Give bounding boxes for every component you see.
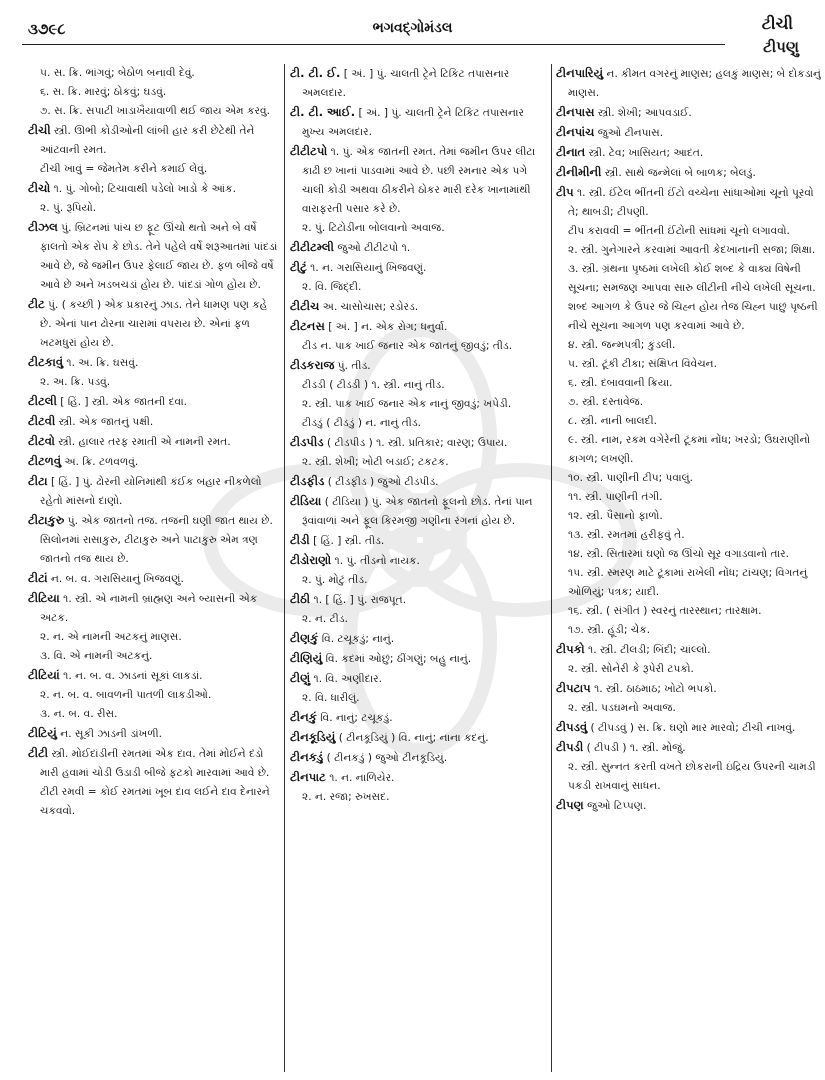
definition-text: ૨. ન. ટીડ.	[302, 613, 348, 625]
definition-text: ૨. પું. ટિટોડીના બોલવાનો અવાજ.	[302, 222, 445, 234]
dictionary-entry	[290, 551, 548, 571]
definition-text: ૧૦. સ્ત્રી. પાણીની ટીપ; પવાલું.	[568, 472, 693, 484]
dictionary-entry	[28, 353, 280, 373]
dictionary-entry	[28, 724, 280, 744]
definition-text: ૨. ન. રજા; રુખસદ.	[302, 791, 390, 803]
definition-text: ૧. સ્ત્રી. ઈંટેલ ભીંતની ઈંટો વચ્ચેના સાંધાઓમાં ચૂનો પૂરવો તે; થાબડી; ટીપણી.	[568, 187, 814, 218]
dictionary-entry	[290, 629, 548, 649]
dictionary-entry	[290, 472, 548, 492]
definition-text: ( ટીપડવું ) સ. ક્રિ. ઘણો માર મારવો; ટીચી નાખવું.	[587, 722, 796, 734]
header-rule	[22, 44, 725, 45]
entry-sense	[28, 783, 280, 821]
dictionary-entry	[290, 492, 548, 531]
dictionary-entry	[28, 744, 280, 783]
definition-text: [ હિં. ] સ્ત્રી. એક જાતની દવા.	[56, 396, 188, 408]
definition-text: ૧૩. સ્ત્રી. રમતમાં હરીફવું તે.	[568, 529, 685, 541]
headword: ટીડકરાજ	[290, 358, 335, 372]
definition-text: ન. કીમત વગરનું માણસ; હલકું માણસ; બે દોકડાનું માણસ.	[568, 68, 821, 99]
entry-sense	[28, 102, 280, 121]
definition-text: ૧. ન. નાળિયેર.	[325, 772, 395, 784]
definition-text: સ્ત્રી. એક જાતનું પક્ષી.	[55, 416, 154, 428]
headword: ટીપકો	[556, 642, 585, 656]
headword: ટીપડવું	[556, 720, 588, 734]
entry-sense	[290, 689, 548, 708]
definition-text: ૨. સ્ત્રી. સોનેરી કે રૂપેરી ટપકો.	[568, 663, 694, 675]
dictionary-entry	[290, 317, 548, 337]
definition-text: સ્ત્રી. હાલાર તરફ રમાતી એ નામની રમત.	[54, 436, 231, 448]
column-divider-2	[551, 64, 552, 1072]
dictionary-entry	[556, 738, 821, 758]
definition-text: ૧. પું. એક જાતની રમત. તેમાં જમીન ઉપર લીટા કાઢી છ ખાનાં પાડવામાં આવે છે. પછી રમનાર એક પગે ચાલી કોડી અથવા ઠીકરીને ઠોકર મારી દરેક ખાનામાંથી વારાફરતી પસાર કરે છે.	[302, 146, 536, 215]
definition-text: અ. ક્રિ. ટળવળવું.	[61, 456, 139, 468]
definition-text: જુઓ ટીટીટપો ૧.	[333, 242, 411, 254]
definition-text: ૨. સ્ત્રી. શેખી; ખોટી બડાઈ; ટકટક.	[302, 456, 449, 468]
entry-sense	[556, 374, 821, 393]
headword: ટીટિયાં	[28, 668, 60, 682]
headword: ટીડોરાણો	[290, 553, 332, 567]
entry-sense	[290, 376, 548, 395]
definition-text: સ્ત્રી. સાથે જન્મેલાં બે બાળક; બેલડું.	[601, 167, 756, 179]
dictionary-entry	[290, 708, 548, 728]
dictionary-entry	[556, 796, 821, 816]
headword: ટીનપારિયું	[556, 66, 604, 80]
definition-text: વિ. કદમાં ઓછું; ઠીંગણું; બહુ નાનું.	[322, 653, 472, 665]
definition-text: ૮. સ્ત્રી. નાની બાલદી.	[568, 415, 657, 427]
headword: ટીણું	[290, 671, 311, 685]
dictionary-entry	[290, 64, 548, 103]
entry-sense	[28, 83, 280, 102]
dictionary-entry	[28, 432, 280, 452]
definition-text: ૨. સ્ત્રી. પાક ખાઈ જનાર એક નાનું જીવડું; ખપેડી.	[302, 398, 512, 410]
page-number: ૩૭૯૮	[28, 20, 66, 38]
definition-text: ૫. સ. ક્રિ. ભાંગવું; બેઠોળ બનાવી દેવું.	[40, 67, 195, 79]
headword: ટીણકું	[290, 631, 319, 645]
dictionary-entry	[28, 121, 280, 160]
entry-sense	[556, 222, 821, 241]
entry-sense	[556, 621, 821, 640]
definition-text: ૨. સ્ત્રી. સુન્નત કરતી વખતે છોકરાની ઇંદ્રિય ઉપરની ચામડી પકડી રાખવાનું સાધન.	[568, 761, 816, 792]
headword: ટીટિયું	[28, 726, 57, 740]
definition-text: ૧૫. સ્ત્રી. સ્મરણ માટે ટૂંકામાં રાખેલી નોંધ; ટાંચણ; વિગતનું ઓળિયું; પત્રક; યાદી.	[568, 567, 808, 598]
headword: ટીડી	[290, 533, 310, 547]
entry-sense	[556, 355, 821, 374]
entry-sense	[556, 699, 821, 718]
definition-text: ૧૪. સ્ત્રી. સિતારમાં ઘણો જ ઊંચો સૂર વગાડવાનો તાર.	[568, 548, 789, 560]
entry-sense	[28, 64, 280, 83]
dictionary-entry	[556, 143, 821, 163]
headword: ટીટું	[290, 260, 307, 274]
definition-text: પું. બ્રિટનમાં પાંચ છ ફૂટ ઊંચો થતો અને બે વર્ષે ફાલતો એક રોપ કે છોડ. તેને પહેલે વર્ષે શરૂઆતમાં પાંદડાં આવે છે, જે જમીન ઉપર ફેલાઈ જાય છે. ફળ બીજે વર્ષે આવે છે અને ખડબચડાં હોય છે. પાંદડાં ગોળ હોય છે.	[40, 222, 278, 291]
dictionary-entry	[556, 163, 821, 183]
definition-text: ( ટીનકૂડિયું ) વિ. નાનું; નાના કદનું.	[335, 732, 489, 744]
definition-text: સ્ત્રી. મોઈદાંડીની રમતમાં એક દાવ. તેમાં મોઈને દંડો મારી હવામાં ચોડી ઉડાડી બીજે ફટકો મારવામાં આવે છે.	[40, 748, 270, 779]
definition-text: ટીચી ખાવું = જેમતેમ કરીને કમાઈ લેવું.	[40, 163, 208, 175]
dictionary-column-2	[290, 64, 548, 1074]
entry-sense	[28, 373, 280, 392]
definition-text: [ અં. ] પું. ચાલતી ટ્રેને ટિકિટ તપાસનાર મુખ્ય અમલદાર.	[302, 107, 524, 138]
definition-text: ૧૬. સ્ત્રી. ( સંગીત ) સ્વરનું તારસ્થાન; તારક્ષામ.	[568, 605, 762, 617]
definition-text: ૯. સ્ત્રી. નામ, રકમ વગેરેની ટૂંકમાં નોંધ; ખરડો; ઉઘરાણીનો કાગળ; લખણી.	[568, 434, 811, 465]
definition-text: ૭. સ. ક્રિ. સપાટી ખાડાખૈયાવાળી થઈ જાય એમ કરવું.	[40, 105, 270, 117]
headword: ટીનકડું	[290, 750, 324, 764]
entry-sense	[556, 564, 821, 602]
dictionary-entry	[28, 392, 280, 412]
definition-text: ૨. ન. એ નામની અટકનું માણસ.	[40, 631, 182, 643]
entry-sense	[290, 219, 548, 238]
definition-text: સ્ત્રી. ટેવ; ખાસિયત; આદત.	[585, 147, 704, 159]
headword: ટીટ	[28, 297, 45, 311]
definition-text: [ હિં. ] પું. ઢોરની યોનિમાંથી કંઈક બહાર નીકળેલો રહેતો માંસનો દાણો.	[40, 476, 262, 507]
definition-text: ટીડડી ( ટીડડી ) ૧. સ્ત્રી. નાનું તીડ.	[302, 379, 445, 391]
dictionary-entry	[28, 452, 280, 472]
dictionary-entry	[28, 511, 280, 569]
dictionary-entry	[28, 589, 280, 628]
entry-sense	[556, 431, 821, 469]
definition-text: ૧. ન. ગરાસિયાનું ખિજવણું.	[306, 262, 427, 274]
dictionary-column-1	[28, 64, 280, 1074]
book-title: ભગવદ્ગોમંડલ	[372, 20, 453, 36]
definition-text: ૧૧. સ્ત્રી. પાણીની તંગી.	[568, 491, 663, 503]
definition-text: ૧. ન. બ. વ. ઝાડનાં સૂકાં લાકડાં.	[59, 670, 203, 682]
definition-text: ૧. સ્ત્રી. ટીલડી; બિંદી; ચાંલ્લો.	[584, 644, 711, 656]
definition-text: સ્ત્રી. શેખી; આપવડાઈ.	[594, 107, 692, 119]
definition-text: ન. સૂકી ઝાડની ડાંખળી.	[56, 728, 162, 740]
headword: ટીટવી	[28, 414, 56, 428]
entry-sense	[290, 571, 548, 590]
entry-sense	[556, 507, 821, 526]
dictionary-entry	[290, 356, 548, 376]
headword: ટીનકૂડિયું	[290, 730, 336, 744]
headword: ટીનપાટ	[290, 770, 326, 784]
headword: ટીટિયા	[28, 591, 60, 605]
definition-text: ૫. સ્ત્રી. ટૂંકી ટીકા; સંક્ષિપ્ત વિવેચન.	[568, 358, 717, 370]
definition-text: ૨. પું. રૂપિયો.	[40, 202, 97, 214]
definition-text: પું. તીડ.	[334, 360, 371, 372]
dictionary-entry	[28, 666, 280, 686]
headword: ટીનાત	[556, 145, 586, 159]
dictionary-entry	[28, 179, 280, 199]
dictionary-entry	[556, 679, 821, 699]
definition-text: ૧. અ. ક્રિ. ઘસવું.	[63, 357, 139, 369]
definition-text: ૧૨. સ્ત્રી. પૈસાનો ફાળો.	[568, 510, 663, 522]
definition-text: ૨. અ. ક્રિ. પડવું.	[40, 376, 111, 388]
definition-text: ( ટીપડી ) ૧. સ્ત્રી. મોજું.	[583, 742, 686, 754]
headword: ટીટળવું	[28, 454, 62, 468]
headword: ટીટાકુરુ	[28, 513, 65, 527]
entry-sense	[28, 647, 280, 666]
definition-text: ૨. વિ. જિદ્દી.	[302, 281, 362, 293]
definition-text: ટીડડું ( ટીડડું ) ન. નાનું તીડ.	[302, 417, 422, 429]
definition-text: અ. ચાસોચાસ; રડોરડ.	[319, 301, 419, 313]
entry-sense	[556, 241, 821, 260]
entry-sense	[556, 412, 821, 431]
dictionary-entry	[290, 649, 548, 669]
dictionary-entry	[556, 183, 821, 222]
definition-text: ટીપ કરાવવી = ભીંતની ઈંટોની સાંધમાં ચૂનો લગાવવો.	[568, 225, 790, 237]
definition-text: જુઓ ટિપ્પણ.	[583, 800, 647, 812]
entry-sense	[556, 260, 821, 336]
definition-text: ( ટીનકડું ) જુઓ ટીનકૂડિયું.	[323, 752, 448, 764]
entry-sense	[290, 337, 548, 356]
entry-sense	[556, 469, 821, 488]
dictionary-entry	[290, 728, 548, 748]
dictionary-entry	[290, 768, 548, 788]
entry-sense	[290, 610, 548, 629]
entry-sense	[28, 199, 280, 218]
guide-word-first: ટીચી	[761, 14, 793, 33]
entry-sense	[556, 393, 821, 412]
headword: ટીટા	[28, 474, 48, 488]
entry-sense	[556, 602, 821, 621]
entry-sense	[556, 488, 821, 507]
definition-text: ૧. [ હિં. ] પું. રાજપૂત.	[310, 594, 407, 606]
entry-sense	[556, 545, 821, 564]
definition-text: ૨. વિ. ધારીલું.	[302, 692, 360, 704]
definition-text: વિ. ટચૂકડું; નાનું.	[318, 633, 395, 645]
headword: ટીટીટમ્લી	[290, 240, 334, 254]
dictionary-entry	[290, 238, 548, 258]
dictionary-entry	[28, 412, 280, 432]
definition-text: ૬. સ્ત્રી. દબાવવાની ક્રિયા.	[568, 377, 673, 389]
headword: ટીટલી	[28, 394, 57, 408]
entry-sense	[290, 414, 548, 433]
dictionary-entry	[556, 103, 821, 123]
definition-text: ૧. પું. ગોબો; ટિચાવાથી પડેલો ખાડો કે આંક.	[50, 183, 236, 195]
headword: ટીચો	[28, 181, 51, 195]
headword: ટીડફીડ	[290, 474, 325, 488]
headword: ટીટકાવું	[28, 355, 64, 369]
dictionary-entry	[290, 590, 548, 610]
definition-text: ૧. સ્ત્રી. ઠાઠમાઠ; ખોટો ભપકો.	[590, 683, 717, 695]
headword: ટીટીટપો	[290, 144, 328, 158]
entry-sense	[28, 705, 280, 724]
definition-text: ૧. પું. તીડનો નાયક.	[331, 555, 420, 567]
headword: ટીડપીડ	[290, 435, 324, 449]
headword: ટીટનસ	[290, 319, 325, 333]
definition-text: પું. એક જાતનો તજ. તજની ઘણી જાત થાય છે. સિલોનમાં રાસાકુરુ, ટીટાકુરુ અને પાટાકુરુ એમ ત્રણ જાતનો તજ થાય છે.	[40, 515, 273, 565]
headword: ટીપડી	[556, 740, 584, 754]
headword: ટીડિયા	[290, 494, 322, 508]
definition-text: ૪. સ્ત્રી. જન્મપત્રી; કુંડલી.	[568, 339, 676, 351]
entry-sense	[28, 686, 280, 705]
dictionary-entry	[290, 433, 548, 453]
headword: ટી. ટી. ઈ.	[290, 66, 341, 80]
headword: ટીટવો	[28, 434, 55, 448]
definition-text: ટીડ ન. પાક ખાઈ જનાર એક જાતનું જીવડું; તીડ.	[302, 340, 513, 352]
definition-text: વિ. નાનું; ટચૂકડું.	[316, 712, 393, 724]
definition-text: ૨. ન. બ. વ. બાવળની પાતળી લાકડીઓ.	[40, 689, 212, 701]
definition-text: ૧૭. સ્ત્રી. હૂંડી; ચેક.	[568, 624, 651, 636]
entry-sense	[290, 788, 548, 807]
entry-sense	[556, 758, 821, 796]
headword: ટીનીમીની	[556, 165, 602, 179]
dictionary-entry	[290, 297, 548, 317]
entry-sense	[556, 526, 821, 545]
dictionary-entry	[28, 295, 280, 353]
definition-text: ટીટી રમવી = કોઈ રમતમાં ખૂબ દાવ લઈને દાવ દેનારને ચકવવો.	[40, 786, 270, 817]
dictionary-column-3	[556, 64, 821, 1074]
entry-sense	[556, 660, 821, 679]
definition-text: ૨. પું. મોટું તીડ.	[302, 574, 368, 586]
definition-text: ૨. સ્ત્રી. પડઘમનો અવાજ.	[568, 702, 676, 714]
definition-text: ( ટીડપીડ ) ૧. સ્ત્રી. પ્રતિકાર; વારણ; ઉપાય.	[323, 437, 508, 449]
dictionary-entry	[28, 472, 280, 511]
definition-text: પું. ( કચ્છી ) એક પ્રકારનું ઝાડ. તેને ધામણ પણ કહે છે. એનાં પાન ઢોરના ચારામાં વપરાય છે. એનાં ફળ ખટમધુરાં હોય છે.	[40, 299, 268, 349]
dictionary-entry	[556, 64, 821, 103]
definition-text: ૩. વિ. એ નામની અટકનું.	[40, 650, 153, 662]
dictionary-entry	[556, 640, 821, 660]
headword: ટીચી	[28, 123, 51, 137]
headword: ટીટી	[28, 746, 49, 760]
guide-word-last: ટીપણુ	[763, 38, 799, 56]
definition-text: ૧. વિ. અણીદાર.	[310, 673, 383, 685]
headword: ટીનકું	[290, 710, 317, 724]
entry-sense	[290, 453, 548, 472]
headword: ટીપણ	[556, 798, 584, 812]
dictionary-entry	[290, 748, 548, 768]
headword: ટીઝલ	[28, 220, 58, 234]
headword: ટીનપાંચ	[556, 125, 595, 139]
dictionary-entry	[556, 123, 821, 143]
dictionary-entry	[290, 258, 548, 278]
definition-text: [ હિં. ] સ્ત્રી. તીડ.	[309, 535, 385, 547]
dictionary-entry	[28, 569, 280, 589]
definition-text: [ અં. ] પું. ચાલતી ટ્રેને ટિકિટ તપાસનાર અમલદાર.	[302, 68, 510, 99]
headword: ટીઠી	[290, 592, 311, 606]
definition-text: ૭. સ્ત્રી. દસ્તાવેજ.	[568, 396, 644, 408]
definition-text: સ્ત્રી. ઊભી કોડીઓની લાંબી હાર કરી છેટેથી તેને આંટવાની રમત.	[40, 125, 255, 156]
headword: ટી. ટી. આઈ.	[290, 105, 356, 119]
dictionary-entry	[28, 218, 280, 295]
definition-text: ૨. સ્ત્રી. ગુનેગારને કરવામાં આવતી કેદખાનાની સજા; શિક્ષા.	[568, 244, 816, 256]
dictionary-entry	[290, 531, 548, 551]
entry-sense	[290, 278, 548, 297]
definition-text: ૬. સ. ક્રિ. મારવું; ઠોકવું; ઘડવું.	[40, 86, 167, 98]
headword: ટીપ	[556, 185, 574, 199]
definition-text: ૩. ન. બ. વ. રીસ.	[40, 708, 118, 720]
page-header	[0, 0, 825, 62]
dictionary-entry	[290, 103, 548, 142]
dictionary-entry	[556, 718, 821, 738]
definition-text: [ અં. ] ન. એક રોગ; ધનુર્વા.	[324, 321, 448, 333]
definition-text: ( ટીડિયા ) પું. એક જાતનો ફૂલનો છોડ. તેનાં પાન રૂંવાંવાળાં અને ફૂલ કિરમજી ગણીના રંગનાં હોય છે.	[302, 496, 533, 527]
definition-text: ન. બ. વ. ગરાસિયાનું ખિજવણું.	[47, 573, 184, 585]
entry-sense	[556, 336, 821, 355]
column-divider-1	[284, 64, 285, 1072]
definition-text: જુઓ ટીનપાસ.	[594, 127, 664, 139]
definition-text: ૩. સ્ત્રી. ગ્રંથના પૃષ્ઠમાં લખેલી કોઈ શબ્દ કે વાક્ય વિષેની સૂચના; સમજણ આપવા સારુ લીટીની નીચે લખેલી સૂચના. શબ્દ આગળ કે ઉપર જે ચિહ્ન હોય તેજ ચિહ્ન પાછું પૃષ્ઠની નીચે સૂચના આગળ પણ કરવામાં આવે છે.	[568, 263, 818, 332]
dictionary-entry	[290, 142, 548, 219]
headword: ટીનપાસ	[556, 105, 595, 119]
headword: ટીટાં	[28, 571, 48, 585]
entry-sense	[28, 628, 280, 647]
entry-sense	[28, 160, 280, 179]
headword: ટીટીચ	[290, 299, 320, 313]
definition-text: ૧. સ્ત્રી. એ નામની બ્રાહ્મણ અને બ્યાસની એક અટક.	[40, 593, 258, 624]
definition-text: ( ટીડફીડ ) જુઓ ટીડપીડ.	[324, 476, 439, 488]
entry-sense	[290, 395, 548, 414]
headword: ટીણિયું	[290, 651, 323, 665]
headword: ટીપટાપ	[556, 681, 591, 695]
dictionary-entry	[290, 669, 548, 689]
